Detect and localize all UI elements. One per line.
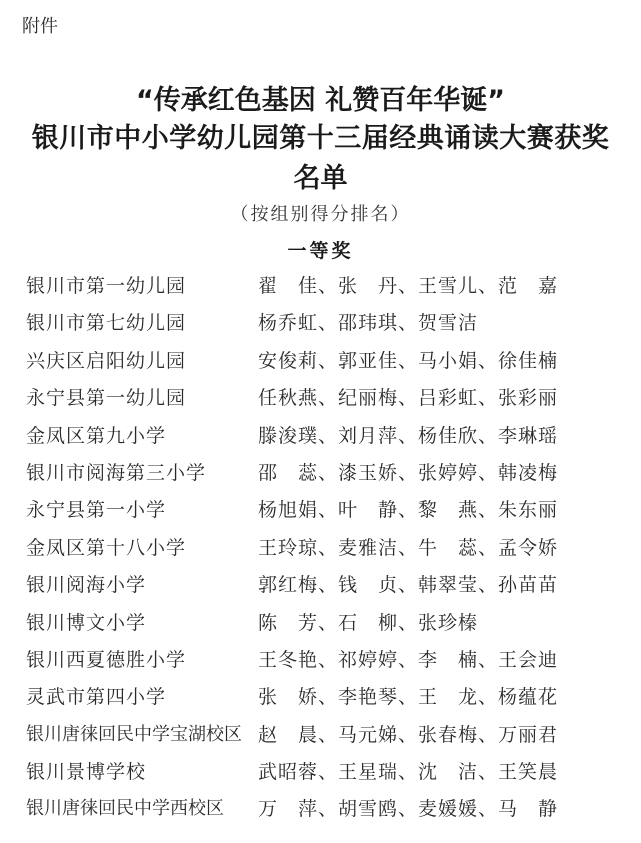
- winner-names: 武昭蓉、王星瑞、沈 洁、王笑晨: [258, 761, 559, 784]
- winner-row: [26, 308, 626, 345]
- winner-names: 王玲琼、麦雅洁、牛 蕊、孟令娇: [258, 536, 559, 559]
- school-name: 银川市阅海第三小学: [26, 461, 207, 484]
- winner-row: [26, 533, 626, 570]
- title-line-3: 名单: [293, 163, 348, 194]
- winner-names: 邵 蕊、漆玉娇、张婷婷、韩凌梅: [258, 461, 559, 484]
- school-name: 兴庆区启阳幼儿园: [26, 349, 187, 372]
- winner-names: 王冬艳、祁婷婷、李 楠、王会迪: [258, 648, 559, 671]
- title-line-1: “传承红色基因 礼赞百年华诞”: [136, 85, 505, 116]
- winner-row: [26, 720, 626, 757]
- school-name: 银川唐徕回民中学西校区: [26, 798, 224, 820]
- winner-names: 赵 晨、马元娣、张春梅、万丽君: [258, 723, 559, 746]
- winner-row: [26, 682, 626, 719]
- school-name: 永宁县第一小学: [26, 499, 167, 522]
- school-name: 银川市第一幼儿园: [26, 275, 187, 297]
- school-name: 银川唐徕回民中学宝湖校区: [26, 723, 242, 745]
- winner-row: [26, 383, 626, 420]
- winner-row: [26, 794, 626, 831]
- attachment-label: 附件: [22, 16, 58, 37]
- winner-names: 滕浚璞、刘月萍、杨佳欣、李琳瑶: [258, 424, 559, 447]
- school-name: 银川西夏德胜小学: [26, 648, 187, 671]
- school-name: 永宁县第一幼儿园: [26, 387, 187, 410]
- school-name: 银川博文小学: [26, 611, 147, 634]
- prize-level-heading: 一等奖: [287, 240, 354, 262]
- school-name: 银川市第七幼儿园: [26, 312, 187, 335]
- winner-row: [26, 271, 626, 308]
- winner-row: [26, 346, 626, 383]
- title-line-2: 银川市中小学幼儿园第十三届经典诵读大赛获奖: [31, 123, 610, 154]
- school-name: 银川阅海小学: [26, 574, 147, 597]
- school-name: 银川景博学校: [26, 761, 147, 784]
- school-name: 灵武市第四小学: [26, 686, 167, 709]
- winner-row: [26, 421, 626, 458]
- winner-row: [26, 645, 626, 682]
- winner-names: 万 萍、胡雪鸥、麦媛媛、马 静: [258, 798, 559, 821]
- winner-names: 郭红梅、钱 贞、韩翠莹、孙苗苗: [258, 574, 559, 597]
- winner-names: 杨旭娟、叶 静、黎 燕、朱东丽: [258, 499, 559, 522]
- winner-list: [26, 271, 626, 832]
- school-name: 金凤区第九小学: [26, 424, 167, 447]
- winner-row: [26, 495, 626, 532]
- winner-names: 杨乔虹、邵玮琪、贺雪洁: [258, 312, 479, 335]
- ranking-note: （按组别得分排名）: [230, 204, 411, 225]
- winner-row: [26, 608, 626, 645]
- winner-names: 张 娇、李艳琴、王 龙、杨蕴花: [258, 686, 559, 709]
- winner-row: [26, 458, 626, 495]
- winner-row: [26, 757, 626, 794]
- school-name: 金凤区第十八小学: [26, 536, 187, 559]
- winner-names: 陈 芳、石 柳、张珍榛: [258, 611, 479, 634]
- winner-names: 安俊莉、郭亚佳、马小娟、徐佳楠: [258, 349, 559, 372]
- winner-names: 任秋燕、纪丽梅、吕彩虹、张彩丽: [258, 387, 559, 410]
- winner-names: 翟 佳、张 丹、王雪儿、范 嘉: [258, 275, 559, 297]
- winner-row: [26, 570, 626, 607]
